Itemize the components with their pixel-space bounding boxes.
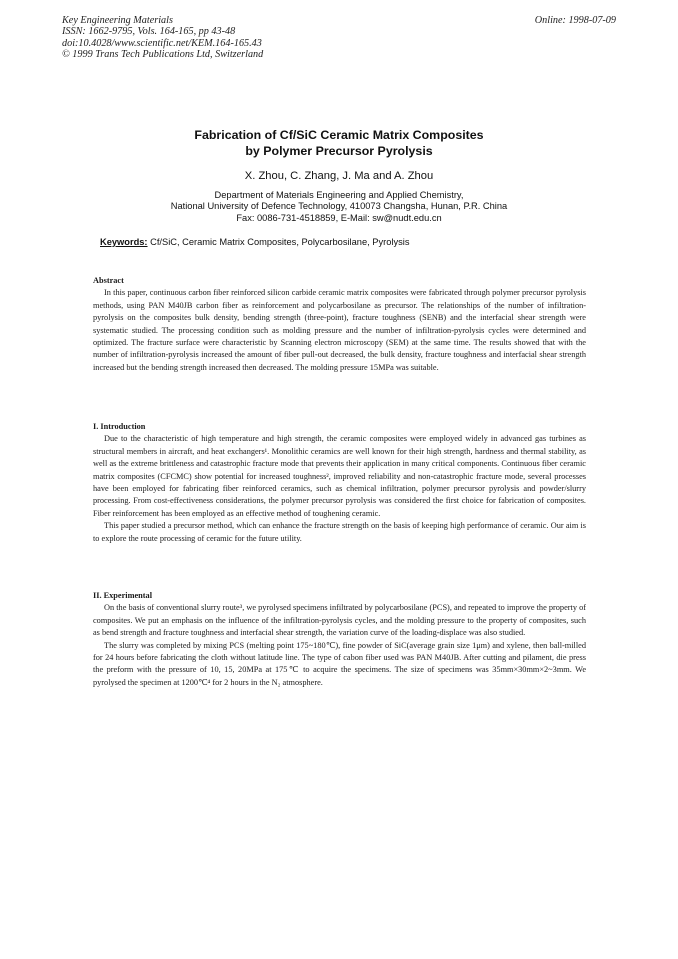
issn-line: ISSN: 1662-9795, Vols. 164-165, pp 43-48: [62, 26, 236, 38]
affiliation-line-3: Fax: 0086-731-4518859, E-Mail: sw@nudt.edu.cn: [236, 212, 442, 223]
keywords-label: Keywords:: [100, 237, 148, 247]
title-line-2: by Polymer Precursor Pyrolysis: [245, 143, 433, 158]
online-date: Online: 1998-07-09: [534, 15, 616, 26]
experimental-paragraph-1: On the basis of conventional slurry route³, we pyrolysed specimens infiltrated by polycarbosilane (PCS), and repeated to improve the property of composites. We put an emphasis on the influence of the infiltration-pyrolysis cycles, and the molding pressure to the property of composites, such as bend strength and fracture toughness and interfacial shear strength, the variation curve of the loading-displace was also studied.: [93, 603, 586, 638]
author-list: X. Zhou, C. Zhang, J. Ma and A. Zhou: [244, 170, 434, 182]
abstract-text: In this paper, continuous carbon fiber reinforced silicon carbide ceramic matrix composites were fabricated through polymer precursor pyrolysis methods, using PAN M40JB carbon fiber as reinforcement and polycarbosilane as precursor. The relationships of the number of infiltration-pyrolysis on the composites bulk density, bending strength (three-point), fracture toughness (SENB) and the interfacial shear strength were systematic studied. The processing condition such as molding pressure and the number of infiltration-pyrolysis cycles were determined and optimized. The fracture surface were characteristic by Scanning electron microscopy (SEM) at the same time. The results showed that with the number of infiltration-pyrolysis increased the amount of fiber pull-out decreased, the bulk density, fracture toughness and interfacial shear strength increased but the bending strength increased then decreased. The molding pressure 15MPa was suitable.: [93, 288, 586, 372]
experimental-heading: II. Experimental: [93, 591, 152, 600]
introduction-paragraph-2: This paper studied a precursor method, which can enhance the fracture strength on the basis of keeping high performance of ceramic. Our aim is to explore the route processing of ceramic for the future utility.: [93, 521, 586, 543]
keywords: [100, 237, 409, 247]
experimental-paragraph-2: The slurry was completed by mixing PCS (melting point 175~180℃), fine powder of SiC(average grain size 1μm) and xylene, then ball-milled for 24 hours before fabricating the cloth without latitude line. The type of cabon fiber used was PAN M40JB. After cutting and pilament, die press the preform with the pressure of 10, 15, 20MPa at 175℃ to acquire the specimens. The size of specimens was 35mm×30mm×2~3mm. We pyrolysed the specimen at 1200℃⁴ for 2 hours in the N₂ atmosphere.: [93, 640, 586, 687]
experimental-section: [93, 590, 586, 689]
introduction-section: [93, 421, 586, 545]
introduction-heading: I. Introduction: [93, 422, 146, 431]
abstract-heading: Abstract: [93, 276, 124, 285]
affiliation-line-1: Department of Materials Engineering and Applied Chemistry,: [214, 190, 464, 200]
copyright-line: © 1999 Trans Tech Publications Ltd, Switzerland: [62, 49, 264, 61]
paper-title: [0, 128, 678, 159]
introduction-paragraph-1: Due to the characteristic of high temperature and high strength, the ceramic composites were employed widely in advanced gas turbines as structural members in aircraft, and heat exchangers¹. Monolithic ceramics are well known for their high strength, hardness and thermal stability, as well as the extreme brittleness and catastrophic fracture mode that prevents their application in many critical components. Continuous fiber ceramic matrix composites (CFCMC) show potential for increased toughness², improved reliability and non-catastrophic fracture mode, several processes have been employed for fabricating fiber reinforced ceramics, such as chemical infiltration, polymer precursor pyrolysis and powder/slurry processing. From cost-effectiveness considerations, the polymer precursor pyrolysis was considered the first choice for fabrication of composites. Fiber reinforcement has been employed as an effective method of toughening ceramic.: [93, 434, 586, 518]
journal-name: Key Engineering Materials: [62, 15, 173, 26]
doi-line: doi:10.4028/www.scientific.net/KEM.164-165.43: [62, 37, 262, 49]
title-line-1: Fabrication of Cf/SiC Ceramic Matrix Composites: [194, 128, 484, 142]
affiliation: [0, 190, 678, 224]
journal-header: [62, 15, 263, 61]
affiliation-line-2: National University of Defence Technology, 410073 Changsha, Hunan, P.R. China: [170, 201, 508, 212]
keywords-text: Cf/SiC, Ceramic Matrix Composites, Polycarbosilane, Pyrolysis: [150, 237, 410, 247]
abstract-section: [93, 275, 586, 374]
